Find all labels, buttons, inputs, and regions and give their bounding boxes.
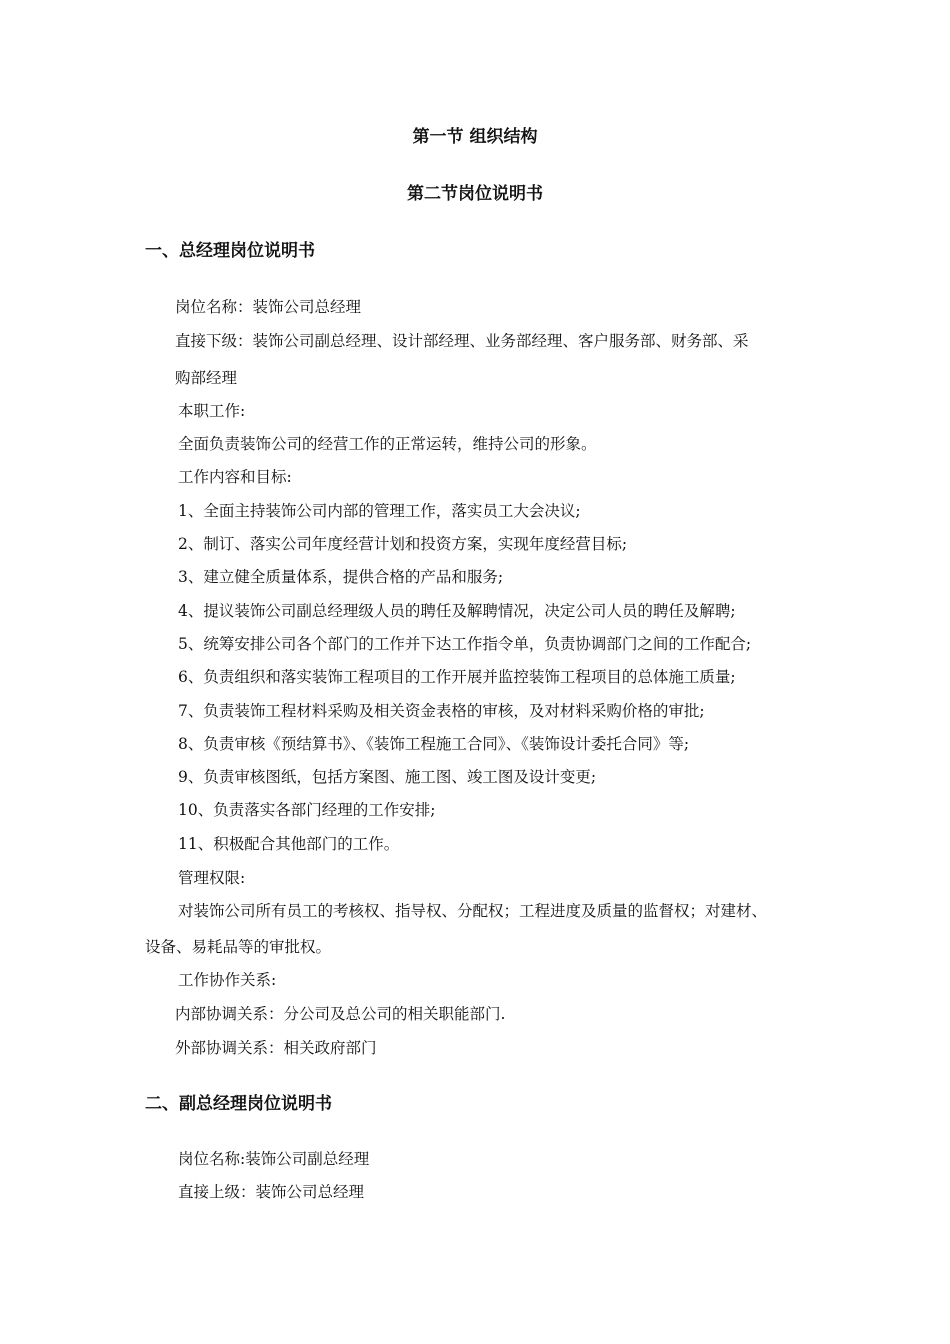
gm-task-item: 4、提议装饰公司副总经理级人员的聘任及解聘情况，决定公司人员的聘任及解聘; (178, 602, 736, 620)
dgm-heading: 二、副总经理岗位说明书 (145, 1094, 332, 1114)
gm-task-item: 2、制订、落实公司年度经营计划和投资方案，实现年度经营目标; (178, 535, 628, 553)
gm-authority-label: 管理权限: (178, 869, 246, 887)
gm-authority-line1: 对装饰公司所有员工的考核权、指导权、分配权；工程进度及质量的监督权；对建材、 (178, 902, 768, 920)
gm-duty-label: 本职工作: (178, 402, 246, 420)
gm-authority-line2: 设备、易耗品等的审批权。 (145, 938, 332, 956)
gm-subordinates-line1: 直接下级：装饰公司副总经理、设计部经理、业务部经理、客户服务部、财务部、采 (175, 332, 749, 350)
gm-task-item: 10、负责落实各部门经理的工作安排; (178, 801, 436, 819)
gm-task-item: 3、建立健全质量体系，提供合格的产品和服务; (178, 568, 504, 586)
gm-heading: 一、总经理岗位说明书 (145, 241, 315, 261)
gm-external-relations: 外部协调关系：相关政府部门 (175, 1039, 377, 1057)
gm-subordinates-line2: 购部经理 (175, 369, 238, 387)
gm-task-item: 7、负责装饰工程材料采购及相关资金表格的审核，及对材料采购价格的审批; (178, 702, 705, 720)
gm-task-item: 8、负责审核《预结算书》、《装饰工程施工合同》、《装饰设计委托合同》等; (178, 735, 690, 753)
dgm-position-name: 岗位名称:装饰公司副总经理 (178, 1150, 370, 1168)
gm-task-item: 6、负责组织和落实装饰工程项目的工作开展并监控装饰工程项目的总体施工质量; (178, 668, 736, 686)
gm-internal-relations: 内部协调关系：分公司及总公司的相关职能部门. (175, 1005, 506, 1023)
gm-tasks-label: 工作内容和目标: (178, 468, 292, 486)
gm-task-item: 11、积极配合其他部门的工作。 (178, 835, 400, 853)
section1-title: 第一节 组织结构 (412, 127, 538, 147)
gm-relations-label: 工作协作关系: (178, 971, 277, 989)
gm-task-item: 1、全面主持装饰公司内部的管理工作，落实员工大会决议; (178, 502, 581, 520)
section2-title: 第二节岗位说明书 (407, 184, 543, 204)
gm-task-item: 5、统筹安排公司各个部门的工作并下达工作指令单，负责协调部门之间的工作配合; (178, 635, 752, 653)
gm-task-item: 9、负责审核图纸，包括方案图、施工图、竣工图及设计变更; (178, 768, 597, 786)
gm-duty-text: 全面负责装饰公司的经营工作的正常运转，维持公司的形象。 (178, 435, 597, 453)
dgm-superior: 直接上级：装饰公司总经理 (178, 1183, 365, 1201)
gm-position-name: 岗位名称：装饰公司总经理 (175, 298, 362, 316)
